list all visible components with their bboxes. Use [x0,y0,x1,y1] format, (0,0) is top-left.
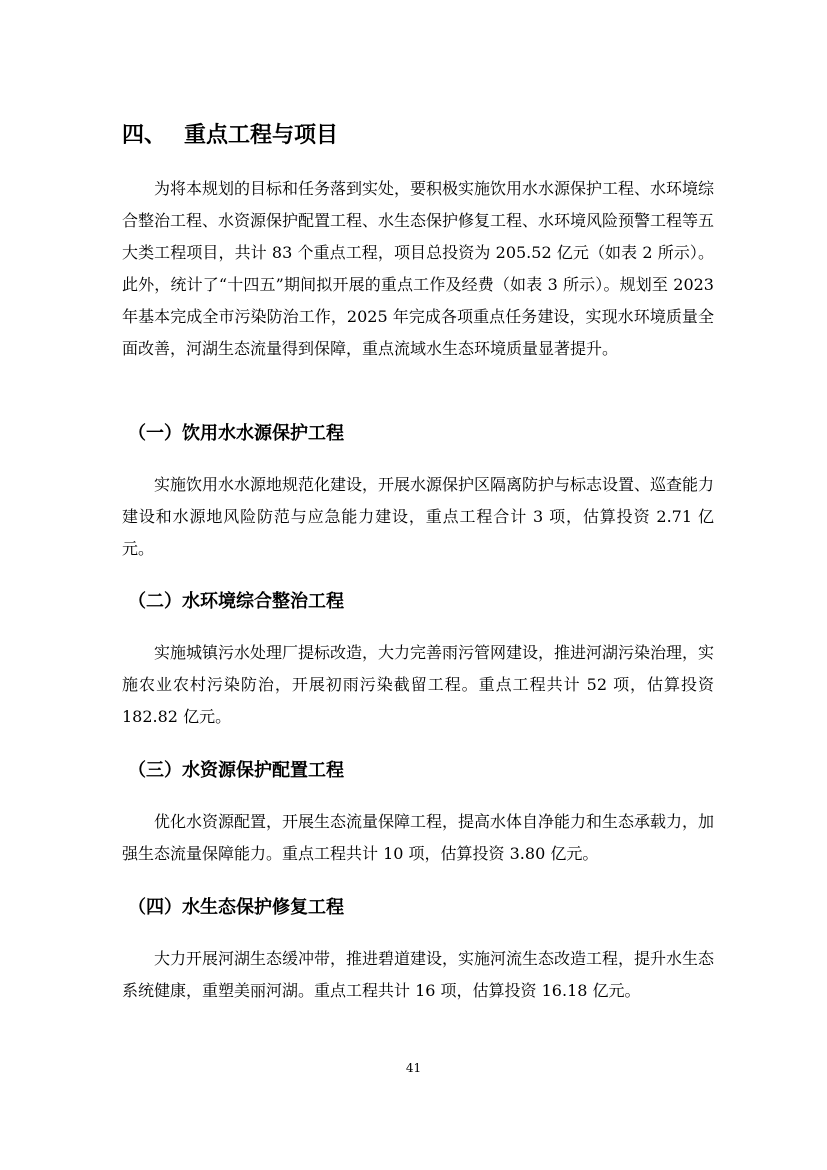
section-heading-2: （二）水环境综合整治工程 [128,591,344,612]
page-number: 41 [405,1061,422,1075]
section-heading-1: （一）饮用水水源保护工程 [128,423,344,444]
section-body-4: 大力开展河湖生态缓冲带，推进碧道建设，实施河流生态改造工程，提升水生态系统健康，重塑美丽河湖。重点工程共计 16 项，估算投资 16.18 亿元。 [122,949,715,1000]
section-body-3: 优化水资源配置，开展生态流量保障工程，提高水体自净能力和生态承载力，加强生态流量保障能力。重点工程共计 10 项，估算投资 3.80 亿元。 [122,812,715,863]
chapter-title [122,121,722,151]
section-body-1: 实施饮用水水源地规范化建设，开展水源保护区隔离防护与标志设置、巡查能力建设和水源地风险防范与应急能力建设，重点工程合计 3 项，估算投资 2.71 亿元。 [122,475,715,558]
section-body-2: 实施城镇污水处理厂提标改造，大力完善雨污管网建设，推进河湖污染治理，实施农业农村污染防治，开展初雨污染截留工程。重点工程共计 52 项，估算投资 182.82 亿元。 [122,643,715,726]
section-heading-4: （四）水生态保护修复工程 [128,897,344,918]
intro-paragraph: 为将本规划的目标和任务落到实处，要积极实施饮用水水源保护工程、水环境综合整治工程、水资源保护配置工程、水生态保护修复工程、水环境风险预警工程等五大类工程项目，共计 83 个重点工程，项目总投资为 205.52 亿元（如表 2 所示）。此外，统计了“十四五”期间拟开展的重点工作及经费（如表 3 所示）。规划至 2023 年基本完成全市污染防治工作，2025 年完成各项重点任务建设，实现水环境质量全面改善，河湖生态流量得到保障，重点流域水生态环境质量显著提升。 [122,179,715,358]
chapter-number: 四、 [122,123,167,148]
chapter-title-text: 重点工程与项目 [184,123,339,148]
section-heading-3: （三）水资源保护配置工程 [128,760,344,781]
